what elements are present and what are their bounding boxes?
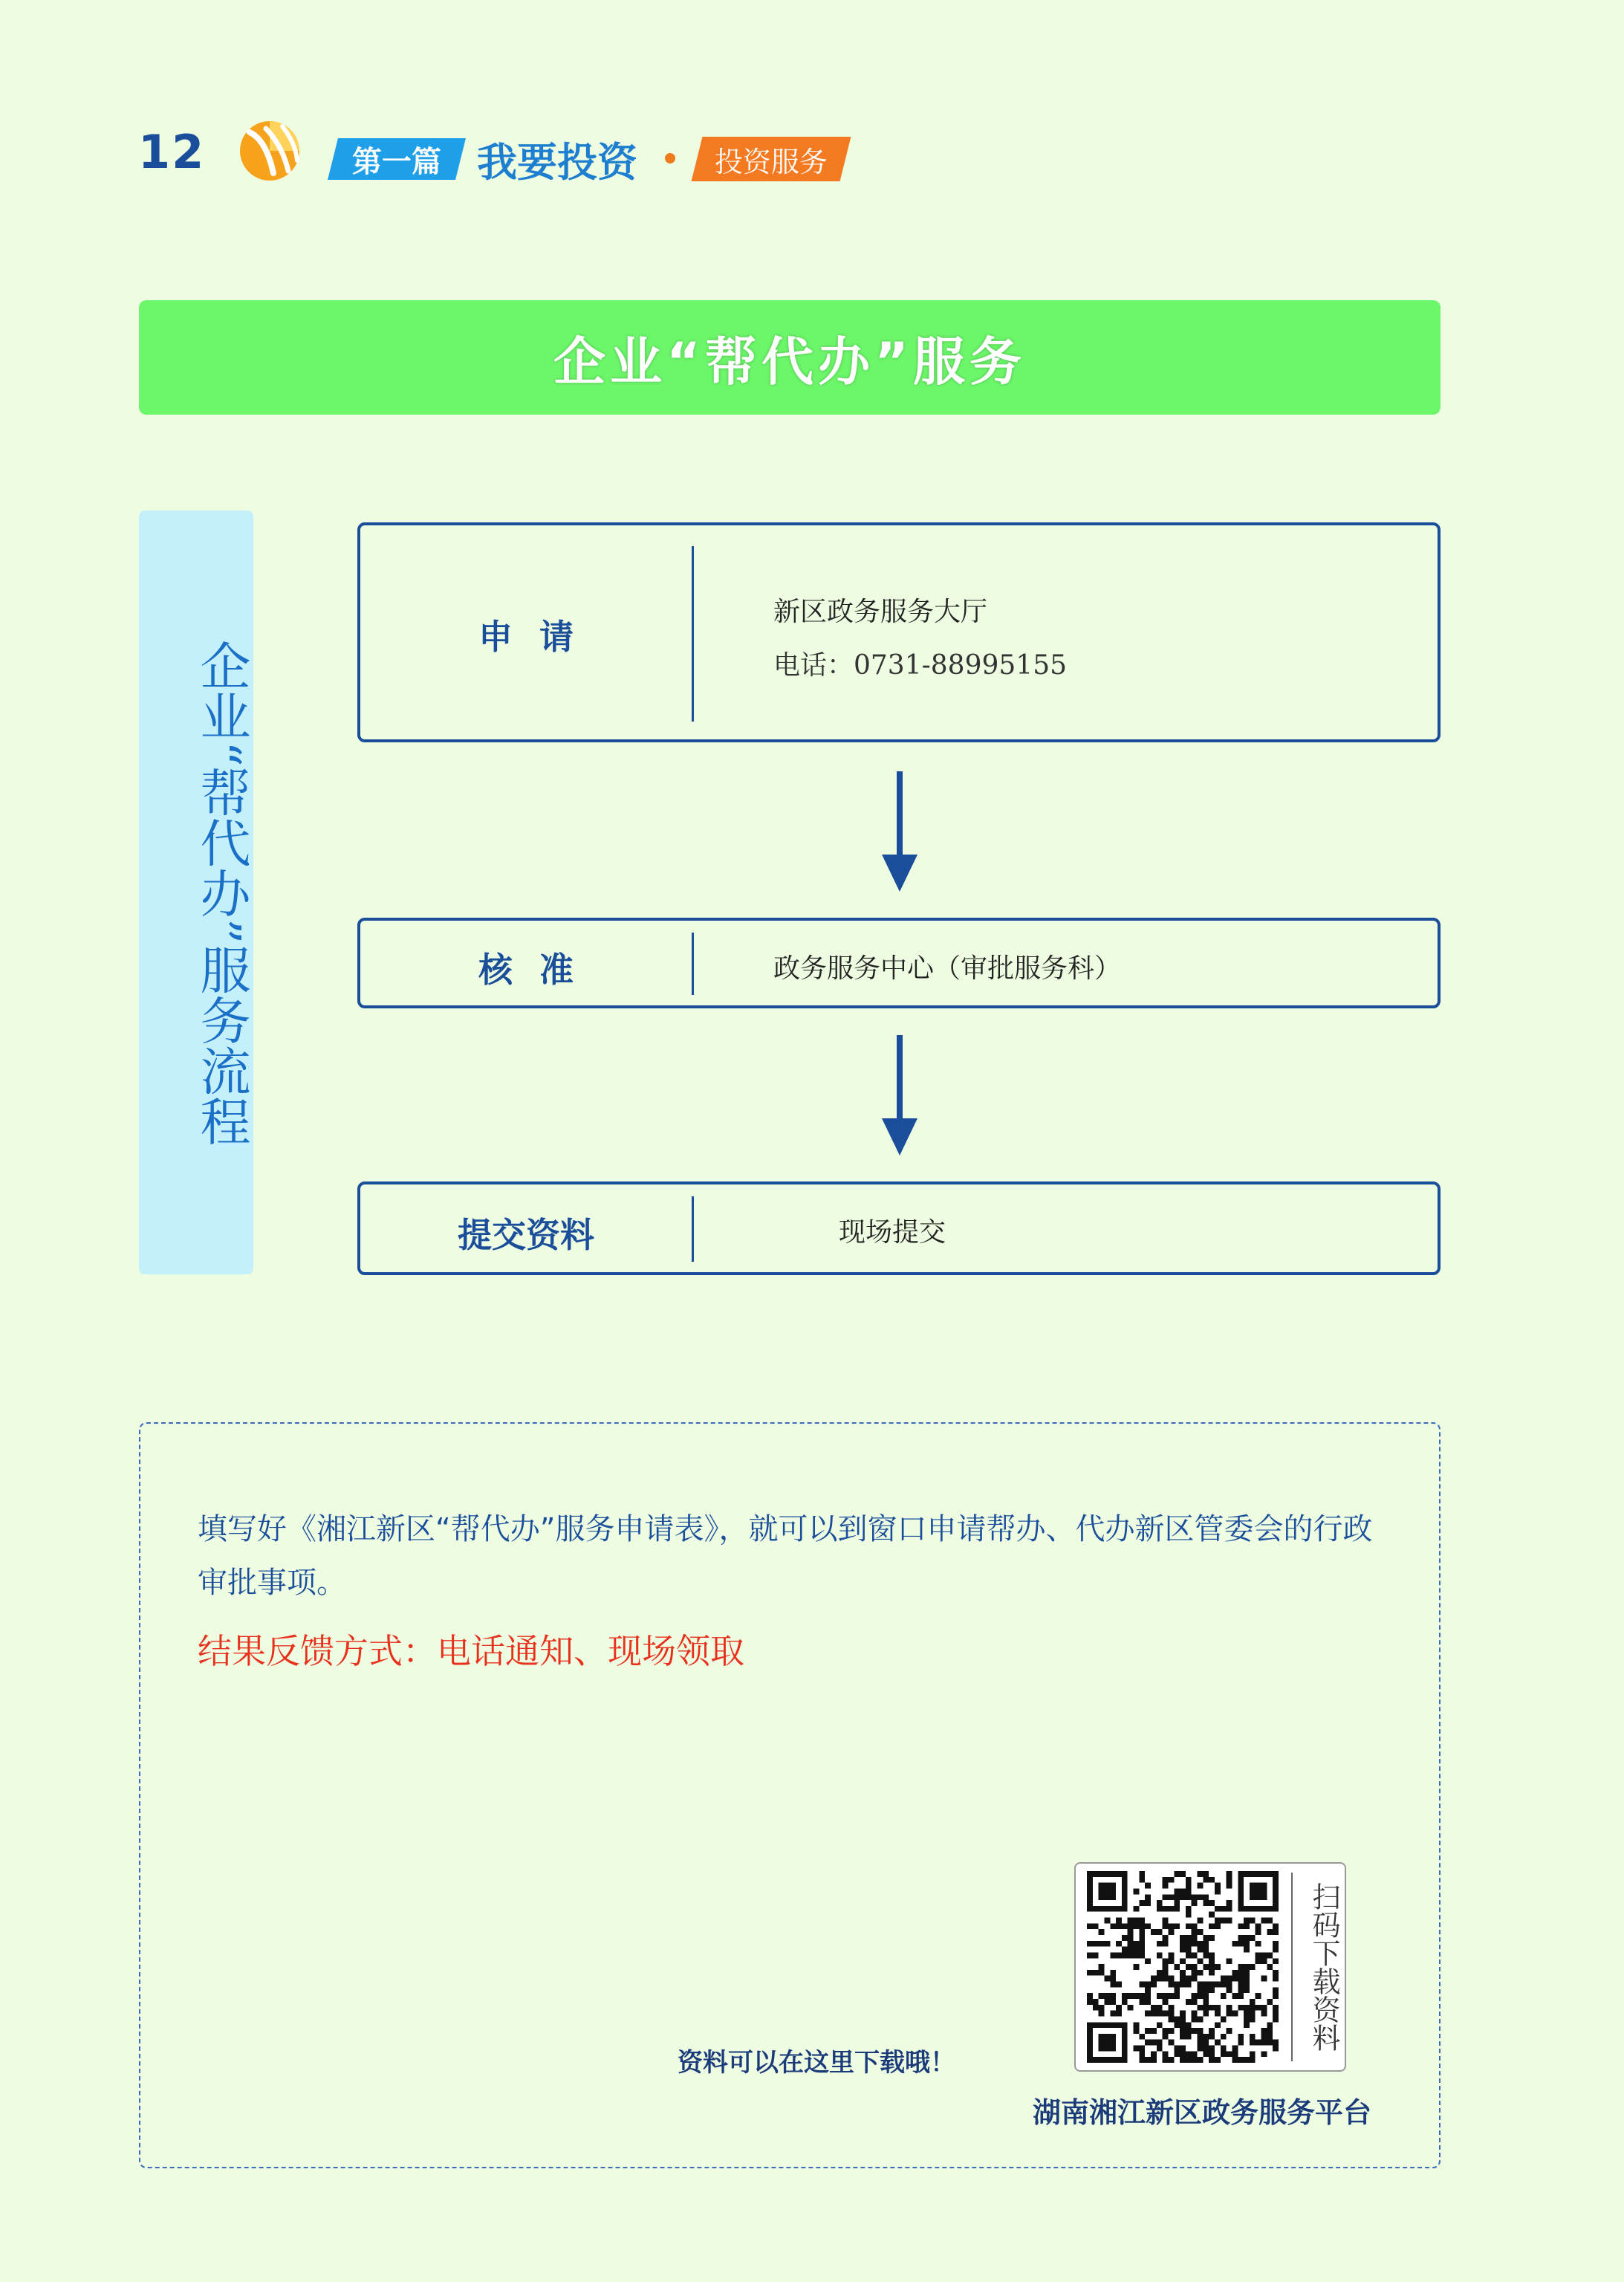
chapter-tag — [328, 138, 466, 180]
section-title: 我要投资 — [477, 139, 637, 186]
notes-result: 结果反馈方式：电话通知、现场领取 — [198, 1631, 744, 1671]
step-label: 申请 — [478, 617, 600, 657]
arrow-down-icon — [882, 1035, 917, 1155]
logo-icon — [236, 117, 303, 184]
platform-name: 湖南湘江新区政务服务平台 — [1033, 2096, 1372, 2129]
step-detail: 政务服务中心（审批服务科） — [773, 953, 1122, 984]
step-detail: 现场提交 — [839, 1217, 946, 1248]
heading-separator-dot — [665, 153, 675, 163]
step-detail: 新区政务服务大厅 — [773, 597, 988, 627]
flow-step-approve — [357, 918, 1441, 1008]
chapter-tag-label: 第一篇 — [352, 144, 441, 179]
flow-step-submit — [357, 1181, 1441, 1275]
step-divider — [692, 1196, 694, 1262]
step-label: 核准 — [478, 950, 600, 990]
qr-code-icon[interactable] — [1085, 1871, 1281, 2063]
qr-caption: 扫码下载资料 — [1308, 1882, 1340, 2052]
page-number: 12 — [138, 125, 206, 179]
qr-separator — [1291, 1873, 1293, 2061]
step-phone: 电话：0731-88995155 — [773, 650, 1068, 681]
notes-description: 填写好《湘江新区“帮代办”服务申请表》，就可以到窗口申请帮办、代办新区管委会的行政审批事项。 — [198, 1512, 1373, 1600]
flow-step-apply — [357, 522, 1441, 742]
step-label: 提交资料 — [458, 1215, 594, 1255]
section-tag-label: 投资服务 — [714, 145, 828, 178]
step-divider — [692, 933, 694, 995]
qr-hint: 资料可以在这里下载哦！ — [678, 2048, 955, 2078]
arrow-down-icon — [882, 771, 917, 892]
section-tag — [692, 137, 851, 181]
sidebar-title: 企业“帮代办”服务流程 — [192, 640, 250, 1147]
step-divider — [692, 546, 694, 722]
page-title: 企业“帮代办”服务 — [553, 331, 1026, 392]
title-banner — [139, 300, 1441, 415]
